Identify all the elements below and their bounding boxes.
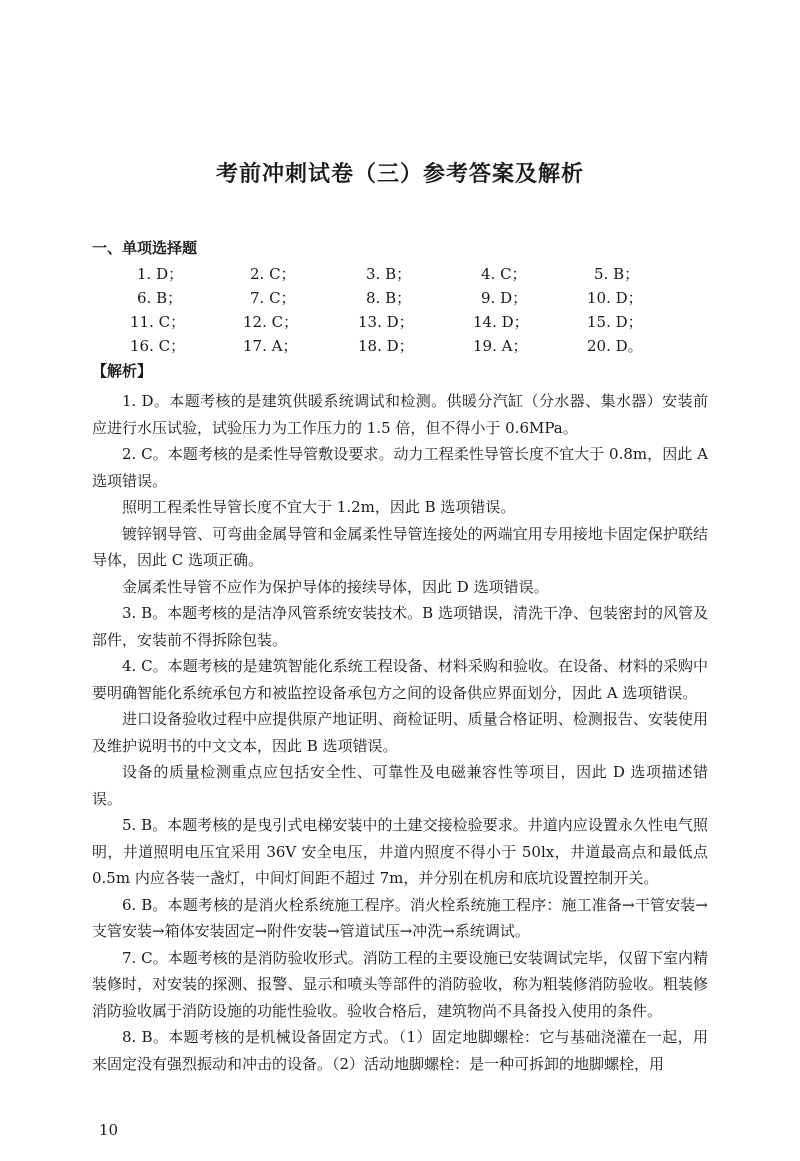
answer-item: 13. D； [358,313,414,331]
paragraph: 金属柔性导管不应作为保护导体的接续导体，因此 D 选项错误。 [122,577,549,596]
answer-item: 17. A； [243,337,298,355]
paragraph: 5. B。本题考核的是曳引式电梯安装中的土建交接检验要求。井道内应设置永久性电气照明，井道照明电压宜采用 36V 安全电压，井道内照度不得小于 50lx，井道最高点和最低点 0.5m 内应各装一盏灯，中间灯间距不超过 7m，并分别在机房和底坑设置控制开关。 [92,816,708,887]
analysis-heading: 【解析】 [92,362,153,380]
paragraph: 1. D。本题考核的是建筑供暖系统调试和检测。供暖分汽缸（分水器、集水器）安装前应进行水压试验，试验压力为工作压力的 1.5 倍，但不得小于 0.6MPa。 [92,392,708,437]
answer-item: 1. D； [137,265,184,283]
paragraph: 6. B。本题考核的是消火栓系统施工程序。消火栓系统施工程序：施工准备→干管安装→支管安装→箱体安装固定→附件安装→管道试压→冲洗→系统调试。 [92,895,708,940]
answer-item: 14. D； [473,313,529,331]
section-heading: 一、单项选择题 [92,239,198,257]
answer-item: 9. D； [481,289,528,307]
answer-item: 15. D； [587,313,643,331]
paragraph: 2. C。本题考核的是柔性导管敷设要求。动力工程柔性导管长度不宜大于 0.8m，因此 A 选项错误。 [92,445,708,490]
paragraph: 进口设备验收过程中应提供原产地证明、商检证明、质量合格证明、检测报告、安装使用及维护说明书的中文文本，因此 B 选项错误。 [92,710,708,755]
answer-item: 8. B； [366,289,412,307]
answer-item: 6. B； [137,289,183,307]
answer-row [0,335,800,359]
paragraph: 照明工程柔性导管长度不宜大于 1.2m，因此 B 选项错误。 [122,498,516,516]
paragraph: 设备的质量检测重点应包括安全性、可靠性及电磁兼容性等项目，因此 D 选项描述错误。 [92,763,708,808]
answer-item: 16. C； [130,337,186,355]
answer-item: 5. B； [594,265,640,283]
paragraph: 4. C。本题考核的是建筑智能化系统工程设备、材料采购和验收。在设备、材料的采购中要明确智能化系统承包方和被监控设备承包方之间的设备供应界面划分，因此 A 选项错误。 [92,657,708,702]
analysis-body [92,388,708,1077]
answer-row [0,263,800,287]
answer-item: 4. C； [481,265,527,283]
answer-item: 19. A； [473,337,528,355]
paragraph: 8. B。本题考核的是机械设备固定方式。（1）固定地脚螺栓：它与基础浇灌在一起，用来固定没有强烈振动和冲击的设备。（2）活动地脚螺栓：是一种可拆卸的地脚螺栓，用 [92,1028,708,1073]
answer-item: 11. C； [130,313,186,331]
answer-item: 2. C； [250,265,296,283]
paragraph: 7. C。本题考核的是消防验收形式。消防工程的主要设施已安装调试完毕，仅留下室内精装修时，对安装的探测、报警、显示和喷头等部件的消防验收，称为粗装修消防验收。粗装修消防验收属于消防设施的功能性验收。验收合格后，建筑物尚不具备投入使用的条件。 [92,948,708,1020]
answer-item: 18. D； [358,337,414,355]
answer-item: 3. B； [366,265,412,283]
answer-row [0,311,800,335]
answer-item: 7. C； [250,289,296,307]
page-title: 考前冲刺试卷（三）参考答案及解析 [215,162,584,187]
answer-item: 20. D。 [587,337,643,355]
paragraph: 镀锌钢导管、可弯曲金属导管和金属柔性导管连接处的两端宜用专用接地卡固定保护联结导体，因此 C 选项正确。 [92,524,708,569]
answer-item: 12. C； [243,313,299,331]
answer-row [0,287,800,311]
paragraph: 3. B。本题考核的是洁净风管系统安装技术。B 选项错误，清洗干净、包装密封的风管及部件，安装前不得拆除包装。 [92,604,708,649]
page-number: 10 [99,1121,119,1139]
answer-item: 10. D； [587,289,643,307]
